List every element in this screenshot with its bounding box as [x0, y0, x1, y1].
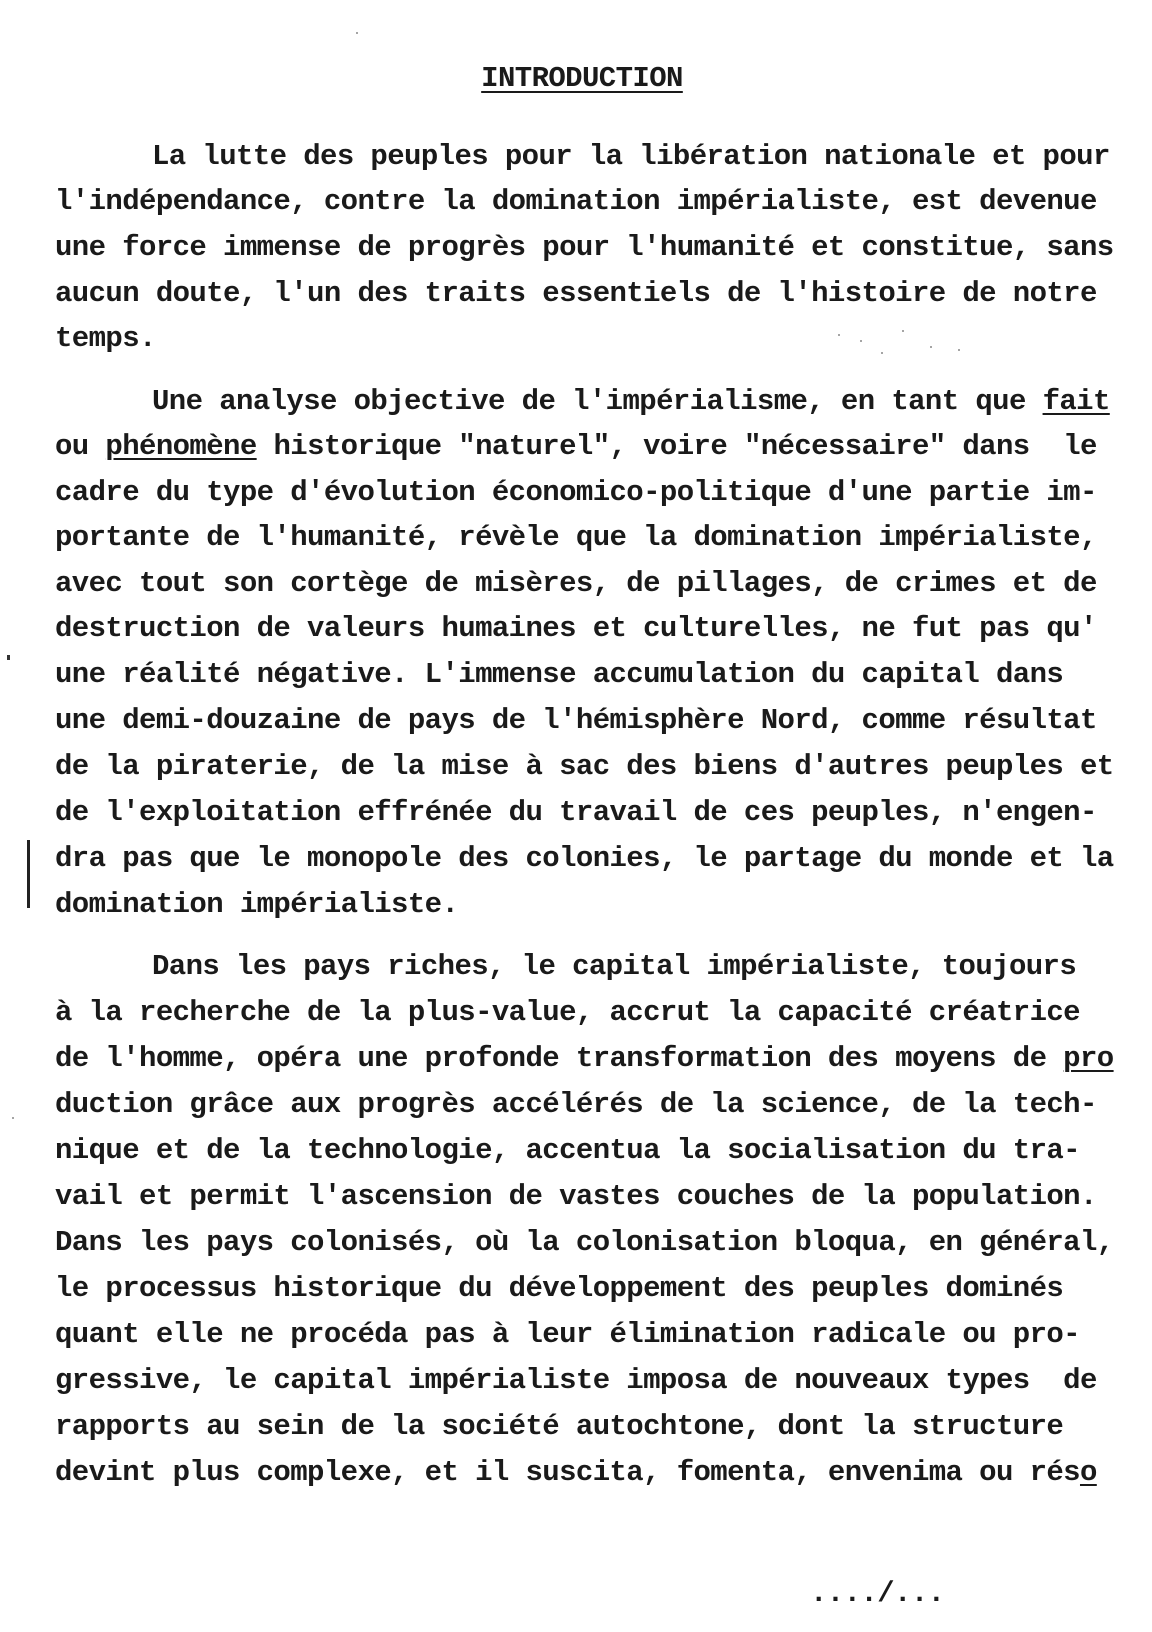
text-line: gressive, le capital impérialiste imposa de nouveaux types de	[55, 1364, 1097, 1397]
underlined-word: phénomène	[105, 430, 257, 463]
text-line: l'indépendance, contre la domination impérialiste, est devenue	[55, 185, 1097, 218]
underlined-word: o	[1079, 1456, 1097, 1489]
text-line: portante de l'humanité, révèle que la domination impérialiste,	[55, 521, 1097, 554]
page-title	[0, 62, 1152, 96]
text-segment: Une analyse objective de l'impérialisme, en tant que	[152, 385, 1043, 418]
margin-line-mark	[27, 840, 30, 908]
text-line	[55, 430, 1097, 464]
text-line: une demi-douzaine de pays de l'hémisphère Nord, comme résultat	[55, 704, 1097, 737]
text-line: le processus historique du développement des peuples dominés	[55, 1272, 1064, 1305]
scan-speck	[838, 334, 840, 336]
text-line	[55, 1042, 1114, 1076]
text-line	[152, 385, 1110, 419]
underlined-word: pro	[1063, 1042, 1114, 1075]
title-text: INTRODUCTION	[481, 62, 683, 95]
scan-speck	[881, 352, 883, 354]
scan-speck	[930, 346, 932, 348]
scan-speck	[12, 1117, 14, 1119]
page-continuation-marker: ..../...	[810, 1577, 945, 1610]
text-line: rapports au sein de la société autochtone, dont la structure	[55, 1410, 1064, 1443]
text-line: de la piraterie, de la mise à sac des biens d'autres peuples et	[55, 750, 1114, 783]
text-line: destruction de valeurs humaines et culturelles, ne fut pas qu'	[55, 612, 1097, 645]
text-line: dra pas que le monopole des colonies, le partage du monde et la	[55, 842, 1114, 875]
text-line	[55, 1456, 1097, 1490]
text-line: Dans les pays colonisés, où la colonisation bloqua, en général,	[55, 1226, 1114, 1259]
text-line: vail et permit l'ascension de vastes couches de la population.	[55, 1180, 1097, 1213]
text-line: de l'exploitation effrénée du travail de ces peuples, n'engen-	[55, 796, 1097, 829]
text-line: La lutte des peuples pour la libération nationale et pour	[152, 140, 1110, 173]
text-line: une réalité négative. L'immense accumulation du capital dans	[55, 658, 1064, 691]
text-line: avec tout son cortège de misères, de pillages, de crimes et de	[55, 567, 1097, 600]
text-line: aucun doute, l'un des traits essentiels de l'histoire de notre	[55, 277, 1097, 310]
scan-speck	[958, 349, 960, 351]
margin-dot-mark	[7, 655, 10, 660]
text-segment: devint plus complexe, et il suscita, fomenta, envenima ou rés	[55, 1456, 1080, 1489]
scan-speck	[902, 330, 904, 332]
text-line: nique et de la technologie, accentua la socialisation du tra-	[55, 1134, 1080, 1167]
text-line: duction grâce aux progrès accélérés de la science, de la tech-	[55, 1088, 1097, 1121]
scan-speck	[860, 340, 862, 342]
text-line: à la recherche de la plus-value, accrut la capacité créatrice	[55, 996, 1080, 1029]
text-segment: ou	[55, 430, 106, 463]
text-line: quant elle ne procéda pas à leur élimination radicale ou pro-	[55, 1318, 1080, 1351]
text-segment: de l'homme, opéra une profonde transformation des moyens de	[55, 1042, 1064, 1075]
text-line: cadre du type d'évolution économico-politique d'une partie im-	[55, 476, 1097, 509]
text-line: une force immense de progrès pour l'humanité et constitue, sans	[55, 231, 1114, 264]
underlined-word: fait	[1042, 385, 1110, 418]
text-segment: historique "naturel", voire "nécessaire" dans le	[256, 430, 1097, 463]
scan-speck	[356, 32, 358, 34]
text-line: temps.	[55, 322, 156, 355]
text-line: domination impérialiste.	[55, 888, 459, 921]
text-line: Dans les pays riches, le capital impérialiste, toujours	[152, 950, 1077, 983]
